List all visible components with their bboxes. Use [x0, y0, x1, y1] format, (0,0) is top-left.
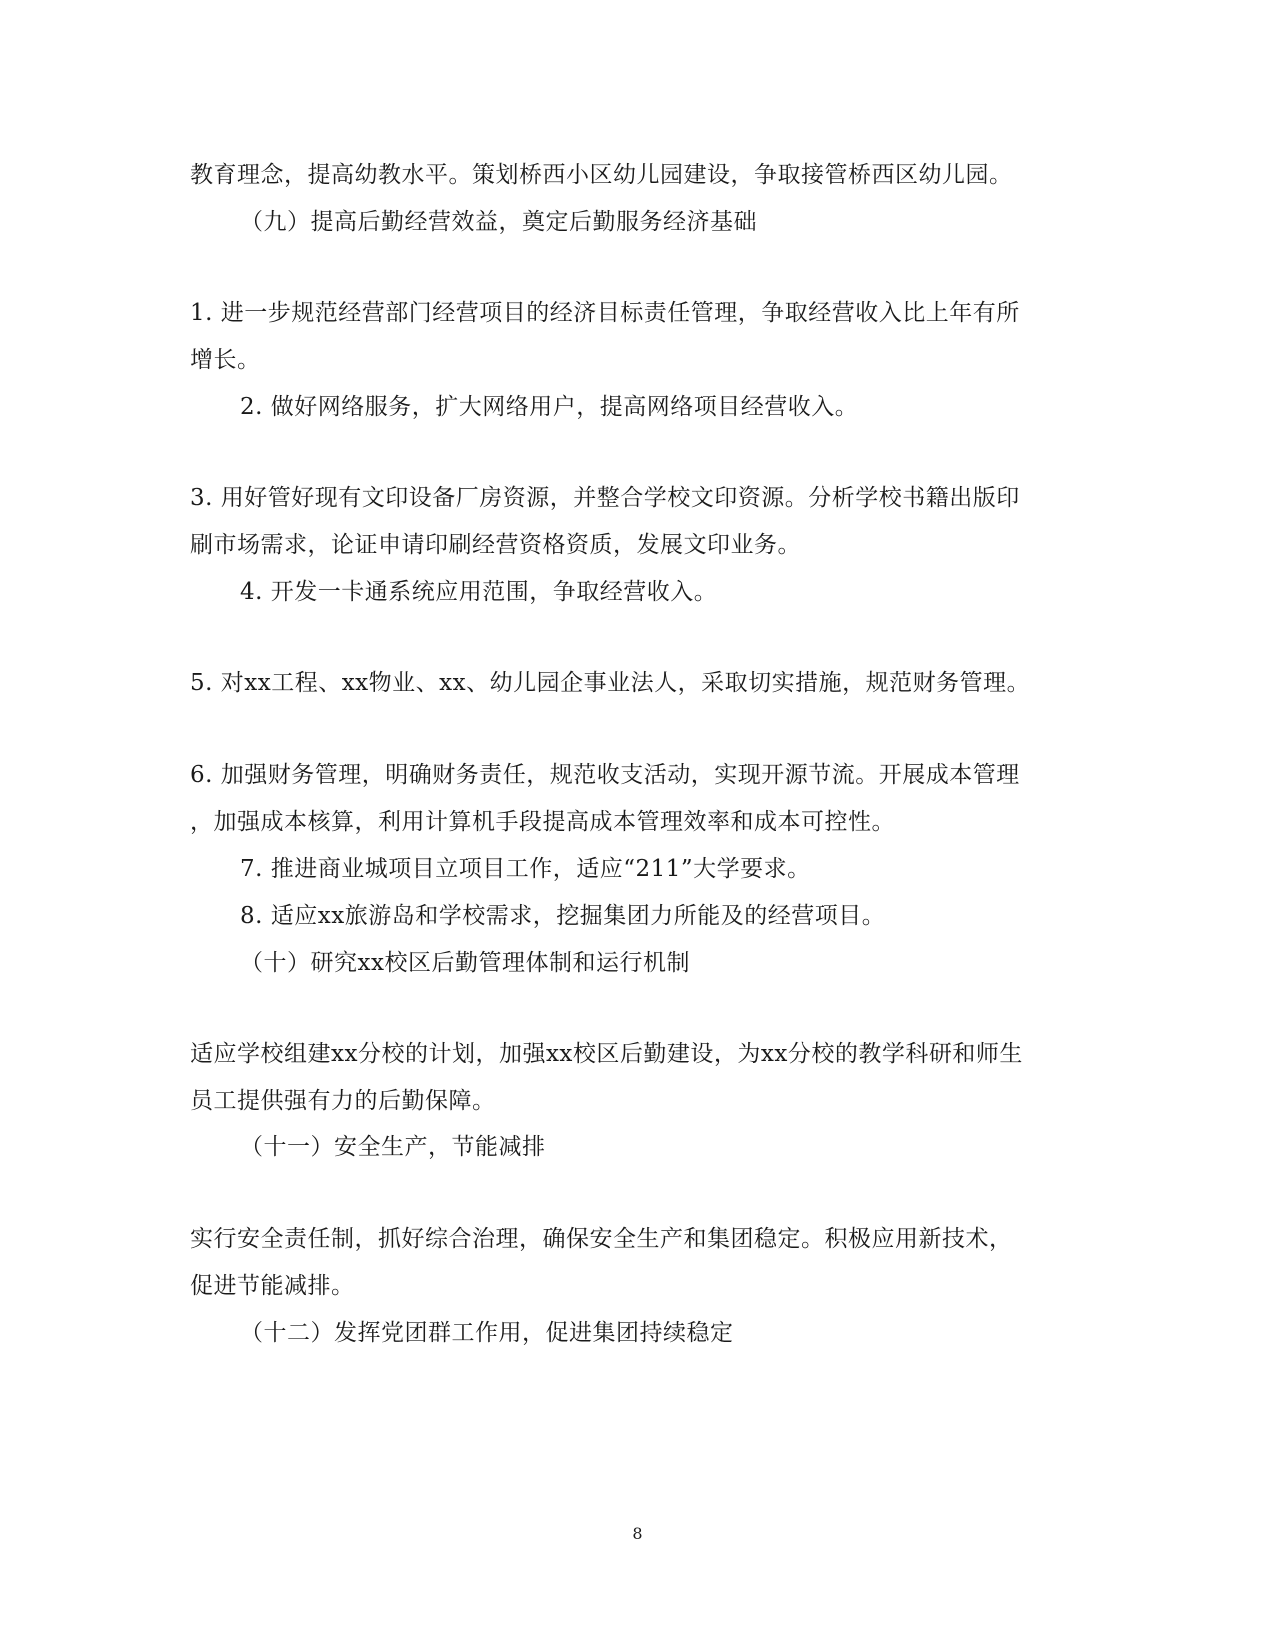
- page-number: 8: [632, 1524, 643, 1543]
- paragraph-line: 6. 加强财务管理，明确财务责任，规范收支活动，实现开源节流。开展成本管理: [190, 762, 1020, 788]
- paragraph-line: 7. 推进商业城项目立项目工作，适应“211”大学要求。: [240, 856, 811, 882]
- paragraph-line: ，加强成本核算，利用计算机手段提高成本管理效率和成本可控性。: [190, 809, 895, 835]
- paragraph-line: 3. 用好管好现有文印设备厂房资源，并整合学校文印资源。分析学校书籍出版印: [190, 485, 1020, 511]
- paragraph-line: 5. 对xx工程、xx物业、xx、幼儿园企事业法人，采取切实措施，规范财务管理。: [190, 670, 1031, 696]
- paragraph-line: 2. 做好网络服务，扩大网络用户，提高网络项目经营收入。: [240, 394, 859, 420]
- section-heading: （十）研究xx校区后勤管理体制和运行机制: [240, 950, 690, 976]
- paragraph-line: 实行安全责任制，抓好综合治理，确保安全生产和集团稳定。积极应用新技术，: [190, 1226, 1013, 1252]
- paragraph-line: 适应学校组建xx分校的计划，加强xx校区后勤建设，为xx分校的教学科研和师生: [190, 1041, 1023, 1067]
- paragraph-line: 4. 开发一卡通系统应用范围，争取经营收入。: [240, 579, 718, 605]
- section-heading: （十一）安全生产，节能减排: [240, 1134, 546, 1160]
- paragraph-line: 8. 适应xx旅游岛和学校需求，挖掘集团力所能及的经营项目。: [240, 903, 886, 929]
- paragraph-line: 教育理念，提高幼教水平。策划桥西小区幼儿园建设，争取接管桥西区幼儿园。: [190, 162, 1013, 188]
- section-heading: （十二）发挥党团群工作用，促进集团持续稳定: [240, 1320, 734, 1346]
- paragraph-line: 刷市场需求，论证申请印刷经营资格资质，发展文印业务。: [190, 532, 801, 558]
- section-heading: （九）提高后勤经营效益，奠定后勤服务经济基础: [240, 209, 757, 235]
- paragraph-line: 增长。: [190, 347, 261, 373]
- paragraph-line: 员工提供强有力的后勤保障。: [190, 1088, 496, 1114]
- paragraph-line: 促进节能减排。: [190, 1273, 355, 1299]
- paragraph-line: 1. 进一步规范经营部门经营项目的经济目标责任管理，争取经营收入比上年有所: [190, 300, 1020, 326]
